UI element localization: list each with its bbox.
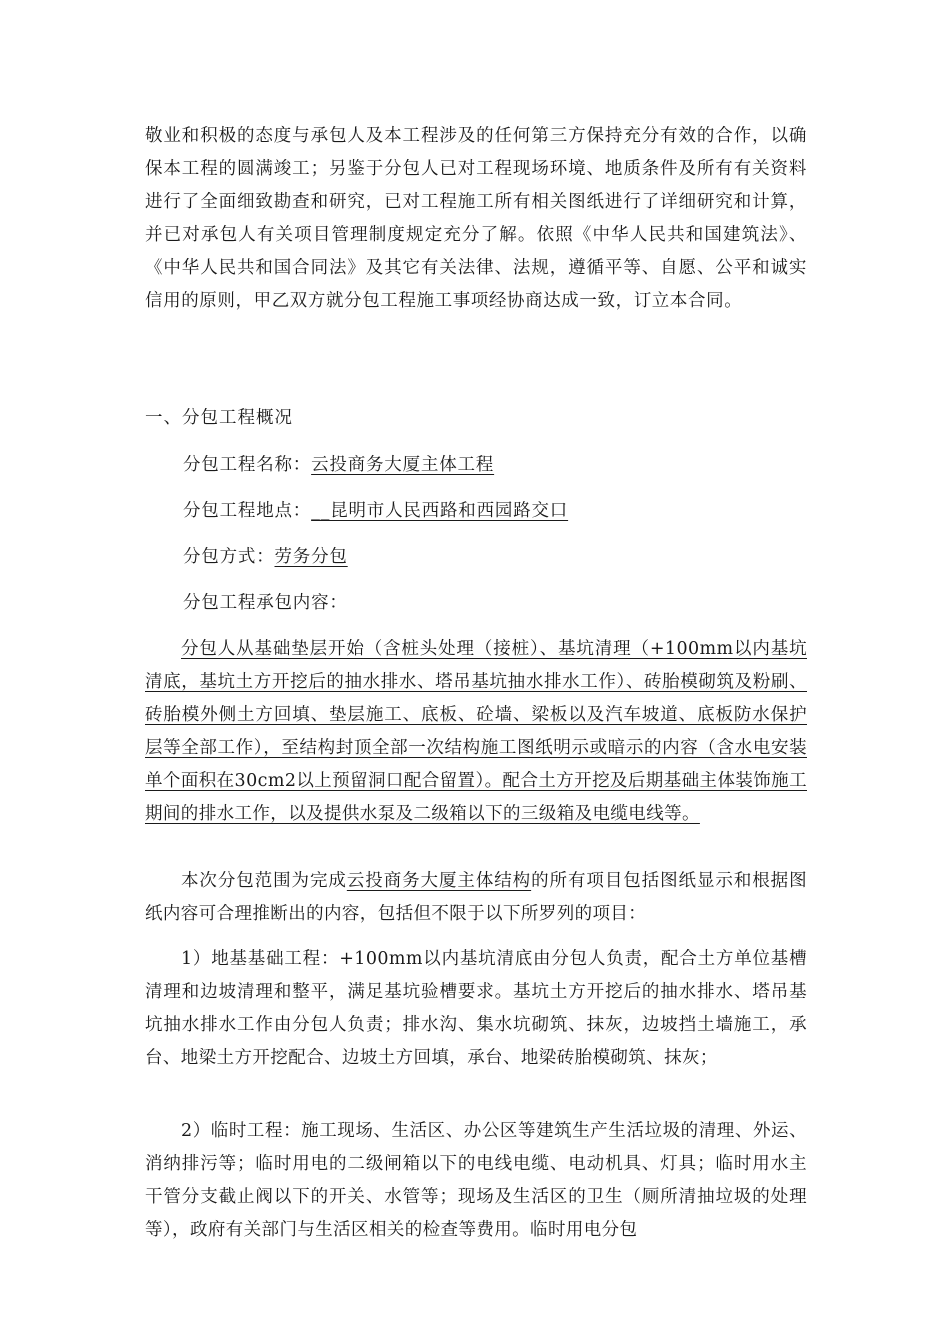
scope-paragraph xyxy=(145,633,807,831)
project-name-row xyxy=(183,449,494,482)
project-location-label: 分包工程地点： xyxy=(183,501,312,521)
project-name-label: 分包工程名称： xyxy=(183,455,312,475)
project-location-row xyxy=(183,495,568,528)
project-location-value: __昆明市人民西路和西园路交口 xyxy=(311,501,569,521)
range-suffix: 的所有项目包括图纸显示和根据图纸内容可合理推断出的内容，包括但不限于以下所罗列的项目： xyxy=(145,871,808,924)
scope-text: 分包人从基础垫层开始（含桩头处理（接桩）、基坑清理（+100mm以内基坑清底，基坑土方开挖后的抽水排水、塔吊基坑抽水排水工作）、砖胎模砌筑及粉刷、砖胎模外侧土方回填、垫层施工、底板、砼墙、梁板以及汽车坡道、底板防水保护层等全部工作），至结构封顶全部一次结构施工图纸明示或暗示的内容（含水电安装单个面积在30cm2以上预留洞口配合留置）。配合土方开挖及后期基础主体装饰施工期间的排水工作，以及提供水泵及二级箱以下的三级箱及电缆电线等。 xyxy=(145,639,807,824)
content-label: 分包工程承包内容： xyxy=(183,593,348,613)
range-underlined: 云投商务大厦主体结构 xyxy=(346,871,532,891)
project-name-value: 云投商务大厦主体工程 xyxy=(311,455,495,475)
method-row xyxy=(183,541,348,574)
range-paragraph xyxy=(145,865,807,931)
method-value: 劳务分包 xyxy=(274,547,348,567)
section-title: 一、分包工程概况 xyxy=(145,408,293,428)
item-1-paragraph: 1）地基基础工程：+100mm以内基坑清底由分包人负责，配合土方单位基槽清理和边坡清理和整平，满足基坑验槽要求。基坑土方开挖后的抽水排水、塔吊基坑抽水排水工作由分包人负责；排水沟、集水坑砌筑、抹灰，边坡挡土墙施工，承台、地梁土方开挖配合、边坡土方回填，承台、地梁砖胎模砌筑、抹灰； xyxy=(145,949,807,1068)
intro-paragraph: 敬业和积极的态度与承包人及本工程涉及的任何第三方保持充分有效的合作，以确保本工程的圆满竣工；另鉴于分包人已对工程现场环境、地质条件及所有有关资料进行了全面细致勘查和研究，已对工程施工所有相关图纸进行了详细研究和计算，并已对承包人有关项目管理制度规定充分了解。依照《中华人民共和国建筑法》、《中华人民共和国合同法》及其它有关法律、法规，遵循平等、自愿、公平和诚实信用的原则，甲乙双方就分包工程施工事项经协商达成一致，订立本合同。 xyxy=(145,126,807,311)
item-2-paragraph: 2）临时工程：施工现场、生活区、办公区等建筑生产生活垃圾的清理、外运、消纳排污等；临时用电的二级闸箱以下的电线电缆、电动机具、灯具；临时用水主干管分支截止阀以下的开关、水管等；现场及生活区的卫生（厕所清抽垃圾的处理等），政府有关部门与生活区相关的检查等费用。临时用电分包 xyxy=(145,1121,807,1240)
range-prefix: 本次分包范围为完成 xyxy=(181,871,347,891)
method-label: 分包方式： xyxy=(183,547,275,567)
